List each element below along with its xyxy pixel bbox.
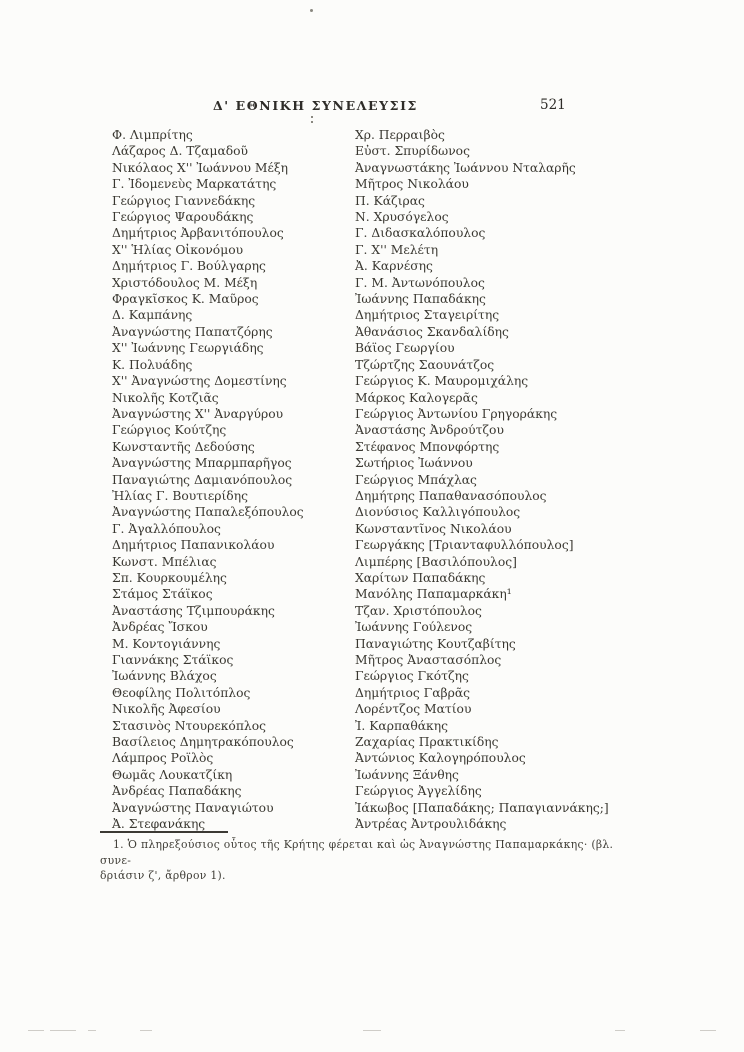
delegate-name: Γ. Διδασκαλόπουλος (355, 226, 486, 241)
delegate-name: Δημήτριος Γ. Βούλγαρης (112, 259, 266, 274)
delegate-name: Ἀναγνώστης Μπαρμπαρῆγος (112, 456, 292, 471)
delegate-name: Ἰ. Καρπαθάκης (355, 718, 448, 733)
scan-artifact-dash (615, 1030, 625, 1031)
delegate-name: Εὐστ. Σπυρίδωνος (355, 144, 470, 159)
delegate-name: Ἀναγνώστης Παναγιώτου (112, 800, 274, 815)
delegate-name: Θωμᾶς Λουκατζίκη (112, 767, 233, 782)
delegate-name: Κ. Πολυάδης (112, 357, 193, 372)
delegate-name: Μῆτρος Νικολάου (355, 177, 469, 192)
delegate-name: Ἀναγνωστάκης Ἰωάννου Νταλαρῆς (355, 160, 576, 175)
delegate-name: Χριστόδουλος Μ. Μέξη (112, 275, 258, 290)
delegate-name: Ἀ. Καρνέσης (355, 259, 433, 274)
delegate-name: Ἀναγνώστης Χ'' Ἀναργύρου (112, 406, 284, 421)
delegate-name: Γ. Ἰδομενεὺς Μαρκατάτης (112, 177, 277, 192)
delegate-name: Π. Κάζιρας (355, 193, 425, 208)
delegate-name: Νικολῆς Κοτζιᾶς (112, 390, 219, 405)
delegate-name: Φραγκῖσκος Κ. Μαῦρος (112, 292, 259, 307)
scan-artifact-dash (50, 1030, 76, 1031)
scan-artifact-dash (700, 1030, 716, 1031)
delegate-name: Χ'' Ἡλίας Οἰκονόμου (112, 242, 244, 257)
delegate-list-right (355, 127, 609, 832)
delegate-name: Ἠλίας Γ. Βουτιερίδης (112, 488, 248, 503)
delegate-name: Χαρίτων Παπαδάκης (355, 570, 486, 585)
delegate-name: Ἀντρέας Ἀντρουλιδάκης (355, 817, 507, 832)
page-header-title: Δ' ΕΘΝΙΚΗ ΣΥΝΕΛΕΥΣΙΣ (213, 98, 418, 113)
delegate-name: Γ. Μ. Ἀντωνόπουλος (355, 275, 485, 290)
delegate-name: Γεώργιος Κ. Μαυρομιχάλης (355, 374, 529, 389)
delegate-name: Ζαχαρίας Πρακτικίδης (355, 735, 499, 750)
delegate-name: Ἀνδρέας Ἴσκου (112, 620, 208, 635)
delegate-name: Γεωργάκης [Τριανταφυλλόπουλος] (355, 538, 574, 553)
delegate-name: Τζαν. Χριστόπουλος (355, 603, 482, 618)
delegate-name: Λάζαρος Δ. Τζαμαδοῦ (112, 144, 249, 159)
delegate-name: Δημήτριος Σταγειρίτης (355, 308, 500, 323)
delegate-name: Νικολῆς Ἀφεσίου (112, 702, 221, 717)
delegate-name: Γεώργιος Κούτζης (112, 423, 227, 438)
delegate-name: Βασίλειος Δημητρακόπουλος (112, 735, 294, 750)
delegate-name: Τζώρτζης Σαουνάτζος (355, 357, 495, 372)
delegate-name: Χ'' Ἀναγνώστης Δομεστίνης (112, 374, 287, 389)
scan-artifact-dash (88, 1030, 96, 1031)
delegate-name: Κωνστ. Μπέλιας (112, 554, 217, 569)
delegate-name: Ἰωάννης Βλάχος (112, 669, 217, 684)
delegate-name: Σπ. Κουρκουμέλης (112, 570, 227, 585)
delegate-name: Ἀ. Στεφανάκης (112, 817, 206, 832)
delegate-name: Ἀναστάσης Ἀνδρούτζου (355, 423, 504, 438)
delegate-name: Μῆτρος Ἀναστασόπλος (355, 653, 502, 667)
delegate-name: Κωνσταντῆς Δεδούσης (112, 439, 255, 454)
delegate-name: Ἀναγνώστης Παπατζόρης (112, 324, 273, 339)
delegate-name: Ἀναστάσης Τζιμπουράκης (112, 603, 275, 618)
scan-artifact-dash (28, 1030, 44, 1031)
delegate-name: Ἀναγνώστης Παπαλεξόπουλος (112, 505, 304, 520)
delegate-name: Κωνσταντῖνος Νικολάου (355, 521, 512, 536)
delegate-name: Ἀνδρέας Παπαδάκης (112, 784, 242, 799)
footnote-line-1: 1. Ὁ πληρεξούσιος οὗτος τῆς Κρήτης φέρεται καὶ ὡς Ἀναγνώστης Παπαμαρκάκης· (βλ. συνε- (100, 838, 614, 867)
delegate-name: Δημήτριος Ἀρβανιτόπουλος (112, 226, 284, 241)
delegate-name: Σωτήριος Ἰωάννου (355, 456, 473, 471)
delegate-name: Γεώργιος Ἀντωνίου Γρηγοράκης (355, 406, 558, 421)
scan-artifact-mark (311, 116, 313, 118)
delegate-name: Χ'' Ἰωάννης Γεωργιάδης (112, 341, 264, 356)
delegate-name: Βάϊος Γεωργίου (355, 341, 455, 356)
scan-artifact-dot (310, 9, 313, 12)
delegate-name: Ἀντώνιος Καλογηρόπουλος (355, 751, 526, 766)
delegate-name: Διονύσιος Καλλιγόπουλος (355, 505, 521, 520)
page-number: 521 (540, 97, 566, 113)
delegate-name: Γεώργιος Γιαννεδάκης (112, 193, 256, 208)
delegate-name: Μάρκος Καλογερᾶς (355, 390, 478, 405)
delegate-name: Στασινὸς Ντουρεκόπλος (112, 718, 266, 733)
delegate-name: Γεώργιος Ἀγγελίδης (355, 784, 482, 799)
delegate-name: Νικόλαος Χ'' Ἰωάννου Μέξη (112, 160, 288, 175)
delegate-name: Λάμπρος Ροϊλὸς (112, 751, 214, 766)
delegate-name: Ν. Χρυσόγελος (355, 210, 449, 225)
delegate-name: Ἀθανάσιος Σκανδαλίδης (355, 324, 509, 339)
delegate-name: Θεοφίλης Πολιτόπλος (112, 685, 251, 700)
delegate-name: Δημήτρης Παπαθανασόπουλος (355, 488, 547, 503)
delegate-name: Φ. Λιμπρίτης (112, 128, 193, 142)
scan-artifact-dash (363, 1030, 381, 1031)
delegate-name: Ἰάκωβος [Παπαδάκης; Παπαγιαννάκης;] (355, 800, 609, 815)
delegate-name: Δημήτριος Παπανικολάου (112, 538, 275, 553)
delegate-name: Δ. Καμπάνης (112, 308, 193, 323)
delegate-name: Παναγιώτης Δαμιανόπουλος (112, 472, 293, 487)
delegate-name: Ἰωάννης Γούλενος (355, 620, 473, 635)
delegate-name: Μ. Κοντογιάννης (112, 636, 221, 651)
delegate-name: Λορέντζος Ματίου (355, 702, 472, 717)
delegate-name: Χρ. Περραιβὸς (355, 128, 445, 142)
delegate-name: Λιμπέρης [Βασιλόπουλος] (355, 554, 517, 569)
delegate-name: Γεώργιος Μπάχλας (355, 472, 477, 487)
delegate-name: Γιαννάκης Στάϊκος (112, 653, 234, 667)
delegate-name: Στέφανος Μπονφόρτης (355, 439, 500, 454)
footnote-line-2: δριάσιν ζ', ἄρθρον 1). (100, 869, 226, 882)
delegate-name: Γεώργιος Ψαρουδάκης (112, 210, 254, 225)
delegate-name: Στάμος Στάϊκος (112, 587, 213, 602)
delegate-name: Γ. Χ'' Μελέτη (355, 242, 439, 257)
delegate-name: Μανόλης Παπαμαρκάκη¹ (355, 587, 512, 602)
delegate-name: Δημήτριος Γαβρᾶς (355, 685, 471, 700)
delegate-name: Γεώργιος Γκότζης (355, 669, 469, 684)
scan-artifact-dash (140, 1030, 152, 1031)
delegate-name: Γ. Ἀγαλλόπουλος (112, 521, 221, 536)
footnote-divider (100, 831, 228, 833)
delegate-list-left (112, 127, 304, 832)
delegate-name: Ἰωάννης Ξάνθης (355, 767, 459, 782)
delegate-name: Παναγιώτης Κουτζαβίτης (355, 636, 516, 651)
footnote (100, 837, 618, 884)
delegate-name: Ἰωάννης Παπαδάκης (355, 292, 486, 307)
